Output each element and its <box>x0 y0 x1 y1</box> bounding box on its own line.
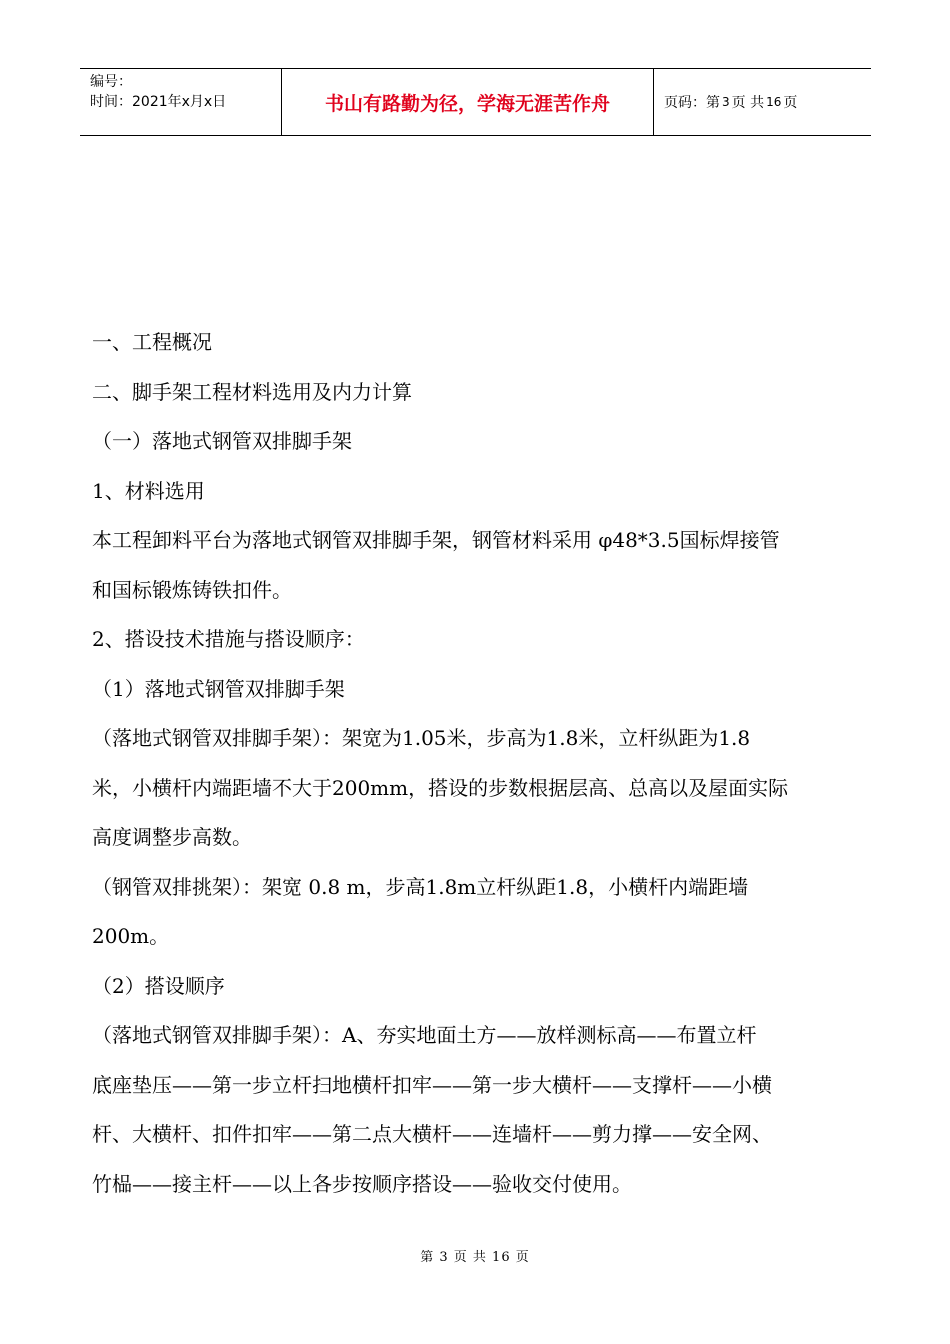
subitem-heading: （2）搭设顺序 <box>92 973 225 998</box>
page-prefix: 页码：第 <box>664 95 720 111</box>
body-line: 高度调整步高数。 <box>92 825 252 849</box>
page-total: 16 <box>766 95 782 109</box>
subsection-heading: （一）落地式钢管双排脚手架 <box>92 429 352 453</box>
document-date: 时间：2021年x月x日 <box>90 94 227 110</box>
document-body <box>92 318 862 1209</box>
body-line: （落地式钢管双排脚手架）：架宽为1.05米，步高为1.8米，立杆纵距为1.8 <box>92 726 751 750</box>
page-current: 3 <box>722 95 730 109</box>
page-mid: 页 共 <box>731 95 765 111</box>
document-number-label: 编号： <box>90 74 132 90</box>
header-meta <box>80 69 281 135</box>
body-line: 和国标锻炼铸铁扣件。 <box>92 577 292 602</box>
item-heading: 1、材料选用 <box>92 478 205 503</box>
page-header <box>80 68 871 136</box>
body-line: 本工程卸料平台为落地式钢管双排脚手架，钢管材料采用 φ48*3.5国标焊接管 <box>92 528 780 552</box>
section-heading: 一、工程概况 <box>92 330 212 354</box>
header-motto: 书山有路勤为径，学海无涯苦作舟 <box>281 69 654 135</box>
body-line: 杆、大横杆、扣件扣牢——第二点大横杆——连墙杆——剪力撑——安全网、 <box>92 1122 772 1146</box>
section-heading: 二、脚手架工程材料选用及内力计算 <box>92 379 412 404</box>
body-line: 底座垫压——第一步立杆扫地横杆扣牢——第一步大横杆——支撑杆——小横 <box>92 1072 772 1097</box>
body-line: （钢管双排挑架）：架宽 0.8 m，步高1.8m立杆纵距1.8，小横杆内端距墙 <box>92 874 749 899</box>
body-line: 200m。 <box>92 924 170 948</box>
page-suffix: 页 <box>783 95 798 111</box>
body-line: 米，小横杆内端距墙不大于200mm，搭设的步数根据层高、总高以及屋面实际 <box>92 775 789 800</box>
item-heading: 2、搭设技术措施与搭设顺序： <box>92 627 365 651</box>
subitem-heading: （1）落地式钢管双排脚手架 <box>92 676 345 701</box>
page-footer: 第 3 页 共 16 页 <box>420 1250 530 1265</box>
header-page-info <box>654 69 871 135</box>
body-line: （落地式钢管双排脚手架）：A、夯实地面土方——放样测标高——布置立杆 <box>92 1023 757 1047</box>
body-line: 竹榀——接主杆——以上各步按顺序搭设——验收交付使用。 <box>92 1171 632 1196</box>
